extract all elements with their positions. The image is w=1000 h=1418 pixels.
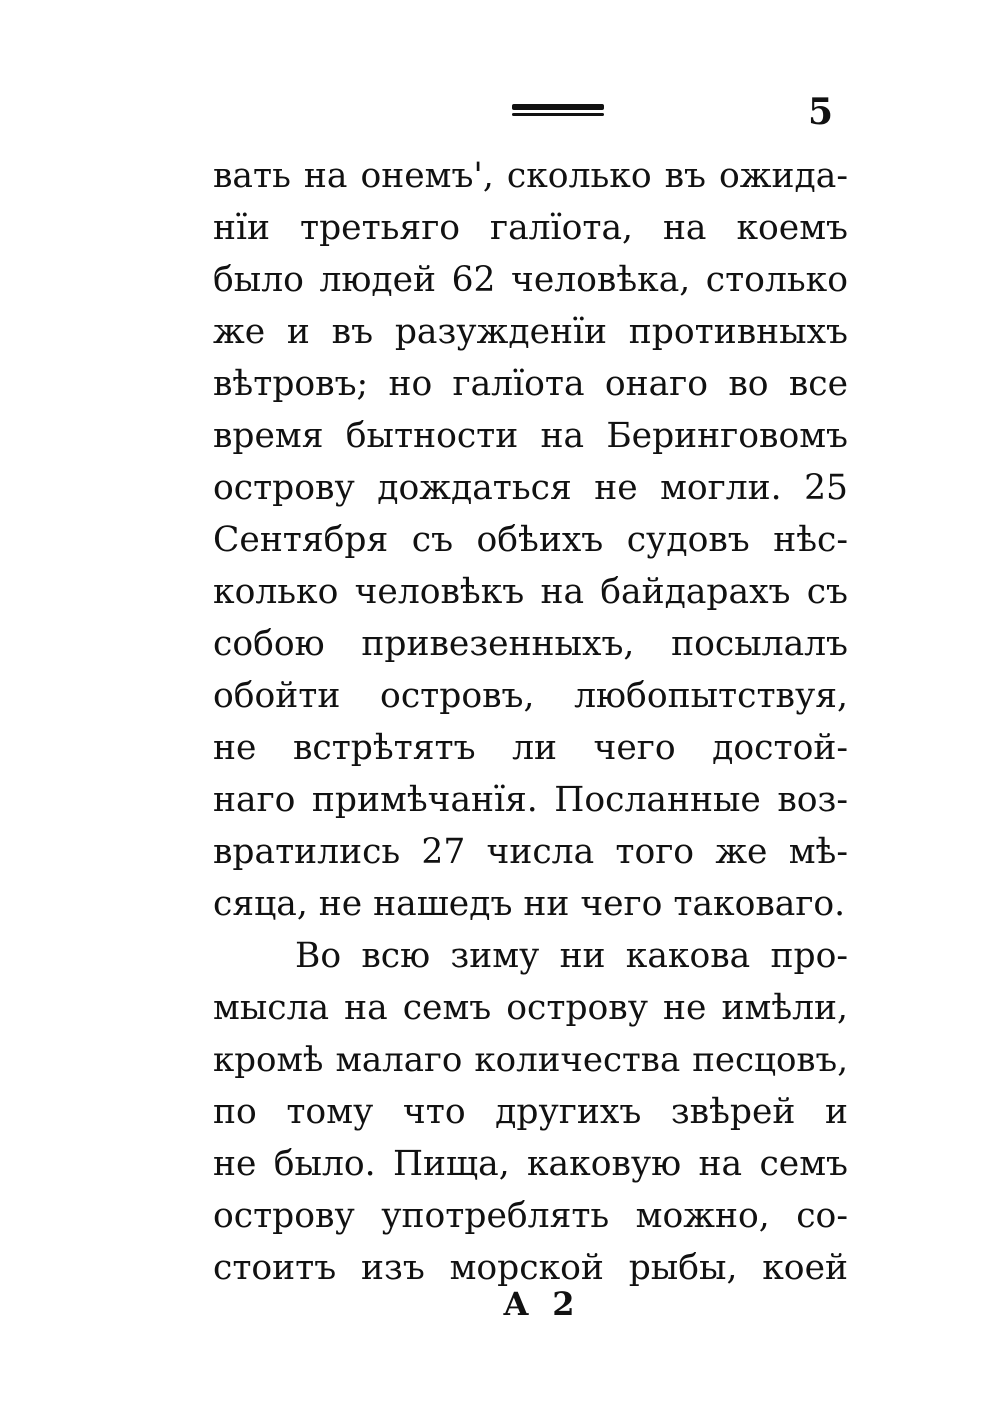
text-line: вѣтровъ; но галїота онаго во все	[213, 364, 848, 404]
page-number: 5	[808, 91, 834, 133]
paragraph-start-line: Во всю зиму ни какова про-	[295, 936, 848, 976]
text-line: кромѣ малаго количества песцовъ,	[213, 1040, 848, 1080]
text-line: стоитъ изъ морской рыбы, коей	[213, 1248, 848, 1288]
text-line: время бытности на Беринговомъ	[213, 416, 848, 456]
text-line: по тому что другихъ звѣрей и	[213, 1092, 848, 1132]
text-line: не было. Пища, каковую на семъ	[213, 1144, 848, 1184]
text-line: острову дождаться не могли. 25	[213, 468, 848, 508]
text-line: же и въ разужденїи противныхъ	[213, 312, 848, 352]
text-line: мысла на семъ острову не имѣли,	[213, 988, 848, 1028]
header-rule-thick	[512, 104, 604, 110]
text-line: вратились 27 числа того же мѣ-	[213, 832, 848, 872]
text-line: острову употреблять можно, со-	[213, 1196, 848, 1236]
text-line: Сентября съ обѣихъ судовъ нѣс-	[213, 520, 848, 560]
header-rule	[512, 104, 604, 118]
text-line: сяца, не нашедъ ни чего таковаго.	[213, 884, 846, 924]
text-line: обойти островъ, любопытствуя,	[213, 676, 848, 716]
text-line: собою привезенныхъ, посылалъ	[213, 624, 848, 664]
text-line: колько человѣкъ на байдарахъ съ	[213, 572, 848, 612]
text-line: вать на онемъ', сколько въ ожида-	[213, 156, 848, 196]
text-line: наго примѣчанїя. Посланные воз-	[213, 780, 848, 820]
text-body	[213, 150, 848, 1294]
text-line: нїи третьяго галїота, на коемъ	[213, 208, 848, 248]
text-line: было людей 62 человѣка, столько	[213, 260, 848, 300]
text-line: не встрѣтятъ ли чего достой-	[213, 728, 848, 768]
header-rule-thin	[512, 113, 604, 116]
signature-mark: А 2	[503, 1285, 581, 1323]
